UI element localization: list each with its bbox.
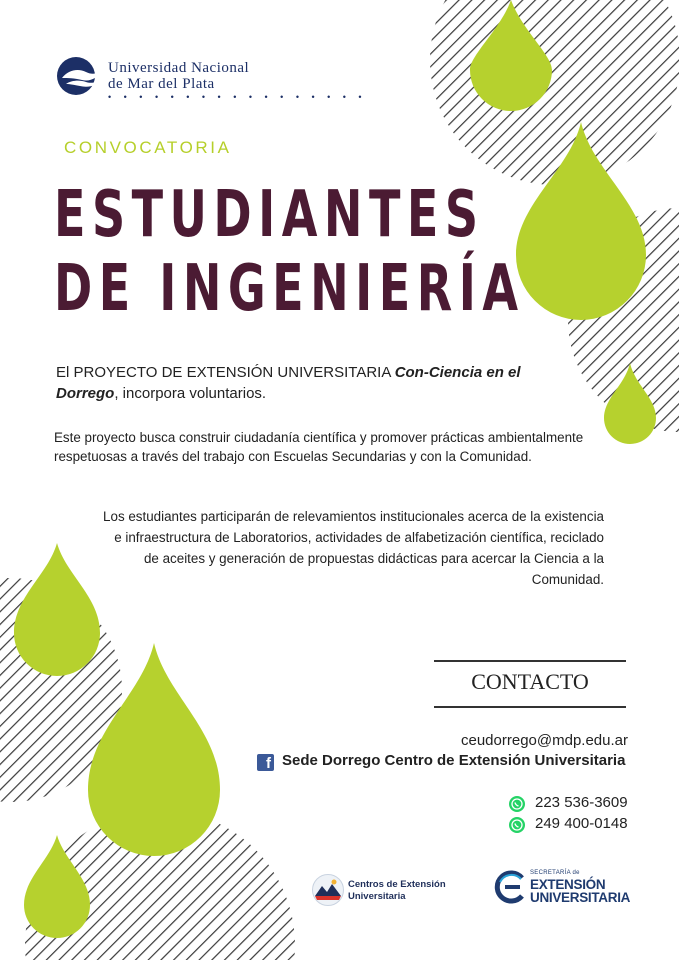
facebook-page-link[interactable]: Sede Dorrego Centro de Extensión Universitaria [282, 752, 626, 769]
phone-number-1[interactable]: 223 536-3609 [535, 794, 628, 811]
contact-email[interactable]: ceudorrego@mdp.edu.ar [461, 732, 628, 749]
secretaria-text-line1: EXTENSIÓN [530, 877, 606, 892]
page-title-line2: DE INGENIERÍA [54, 252, 525, 326]
university-name-line2: de Mar del Plata [108, 76, 215, 92]
activities-description: Los estudiantes participarán de relevamientos institucionales acerca de la existencia e infraestructura de Laboratorios, actividades de alfabetización científica, reciclado de aceites y generación de propuestas didácticas para acercar la Ciencia a la Comunidad. [103, 509, 604, 587]
facebook-icon: f [257, 754, 274, 771]
mountain-logo-icon [312, 874, 344, 906]
whatsapp-icon [509, 796, 525, 812]
centros-logo-text-line1: Centros de Extensión [348, 879, 446, 890]
wave-logo-icon [56, 56, 104, 96]
phone-number-2[interactable]: 249 400-0148 [535, 815, 628, 832]
university-name-line1: Universidad Nacional [108, 60, 250, 76]
hatched-circle-top [430, 0, 679, 185]
convocatoria-label: CONVOCATORIA [64, 138, 232, 157]
secretaria-text-line2: UNIVERSITARIA [530, 890, 631, 905]
project-description: Este proyecto busca construir ciudadanía científica y promover prácticas ambientalmente respetuosas a través del trabajo con Escuelas Secundarias y con la Comunidad. [54, 430, 584, 464]
centros-logo-text-line2: Universitaria [348, 891, 406, 902]
secretaria-small-text: SECRETARÍA de [530, 870, 580, 876]
intro-paragraph [56, 362, 546, 404]
intro-suffix: , incorpora voluntarios. [114, 385, 267, 402]
project-name: Con-Ciencia en el Dorrego [56, 364, 521, 402]
drop-left [14, 543, 100, 676]
whatsapp-icon [509, 817, 525, 833]
university-dots-divider: • • • • • • • • • • • • • • • • • [108, 92, 367, 102]
contact-heading: CONTACTO [471, 669, 589, 694]
e-logo-icon [494, 870, 526, 904]
intro-prefix: El PROYECTO DE EXTENSIÓN UNIVERSITARIA [56, 364, 395, 381]
page-title-line1: ESTUDIANTES [54, 178, 485, 252]
